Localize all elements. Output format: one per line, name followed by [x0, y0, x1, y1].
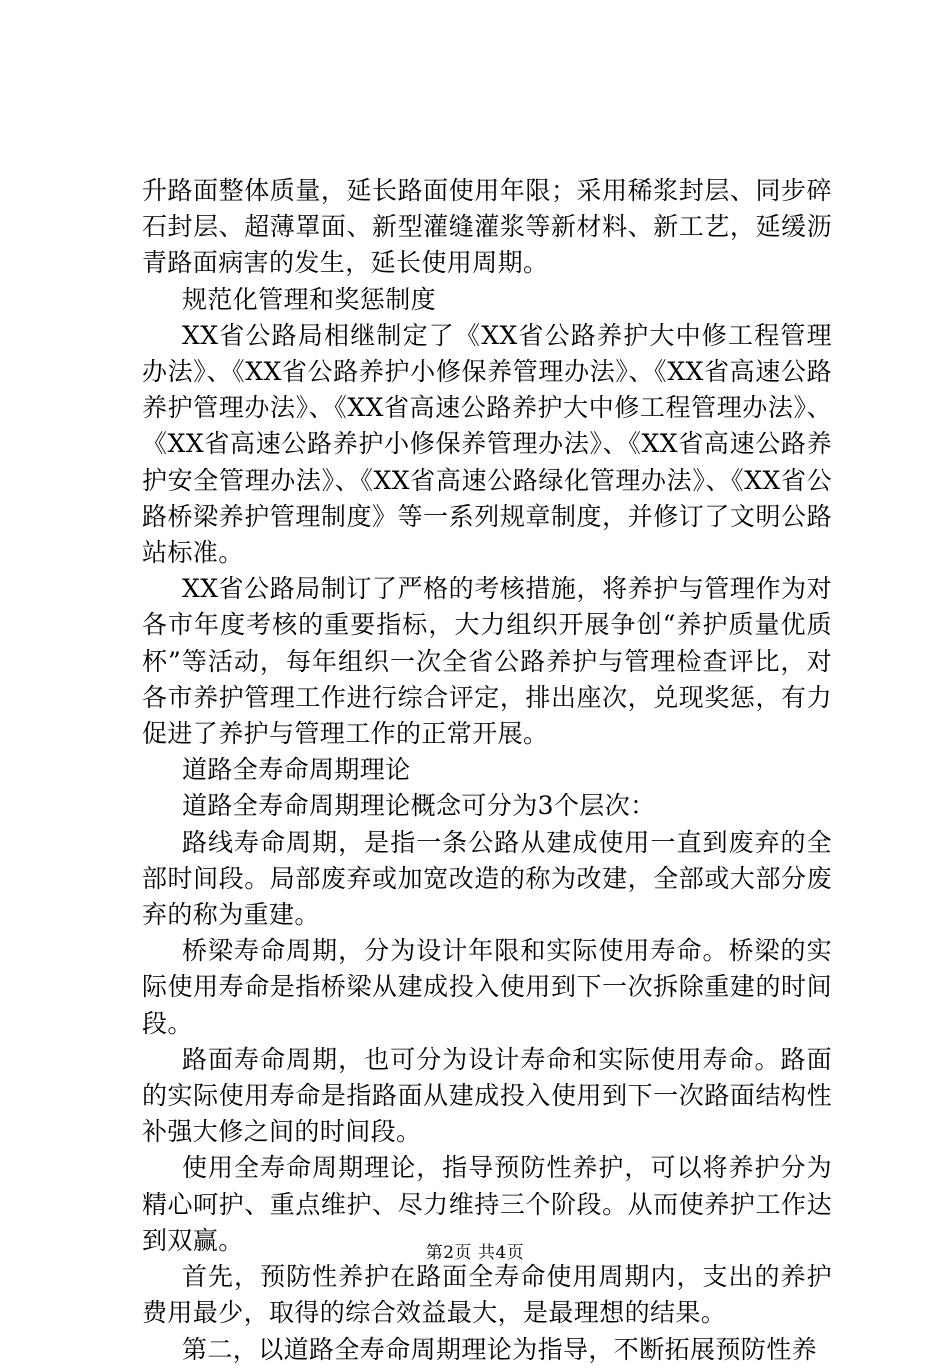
paragraph-lifecycle-levels: 道路全寿命周期理论概念可分为3个层次：	[182, 791, 656, 821]
paragraph-preventive-maintenance: 使用全寿命周期理论，指导预防性养护，可以将养护分为精心呵护、重点维护、尽力维持三个阶段。从而使养护工作达到双赢。	[142, 1153, 832, 1255]
paragraph-pavement-lifecycle: 路面寿命周期，也可分为设计寿命和实际使用寿命。路面的实际使用寿命是指路面从建成投入使用到下一次路面结构性补强大修之间的时间段。	[142, 1044, 832, 1147]
page-number-footer: 第2页 共4页	[425, 1243, 525, 1263]
paragraph-assessment: XX省公路局制订了严格的考核措施，将养护与管理作为对各市年度考核的重要指标，大力组织开展争创“养护质量优质杯”等活动，每年组织一次全省公路养护与管理检查评比，对各市养护管理工作进行综合评定，排出座次，兑现奖惩，有力促进了养护与管理工作的正常开展。	[142, 574, 832, 749]
paragraph-first-point: 首先，预防性养护在路面全寿命使用周期内，支出的养护费用最少，取得的综合效益最大，是最理想的结果。	[142, 1262, 832, 1328]
document-body	[142, 173, 832, 1368]
paragraph-bridge-lifecycle: 桥梁寿命周期，分为设计年限和实际使用寿命。桥梁的实际使用寿命是指桥梁从建成投入使用到下一次拆除重建的时间段。	[142, 936, 832, 1038]
paragraph-route-lifecycle: 路线寿命周期，是指一条公路从建成使用一直到废弃的全部时间段。局部废弃或加宽改造的称为改建，全部或大部分废弃的称为重建。	[142, 827, 832, 930]
paragraph-regulations: XX省公路局相继制定了《XX省公路养护大中修工程管理办法》、《XX省公路养护小修保养管理办法》、《XX省高速公路养护管理办法》、《XX省高速公路养护大中修工程管理办法》、《XX省高速公路养护小修保养管理办法》、《XX省高速公路养护安全管理办法》、《XX省高速公路绿化管理办法》、《XX省公路桥梁养护管理制度》等一系列规章制度，并修订了文明公路站标准。	[142, 320, 832, 568]
paragraph-continuation: 升路面整体质量，延长路面使用年限；采用稀浆封层、同步碎石封层、超薄罩面、新型灌缝灌浆等新材料、新工艺，延缓沥青路面病害的发生，延长使用周期。	[142, 176, 832, 278]
paragraph-second-point: 第二，以道路全寿命周期理论为指导，不断拓展预防性养	[182, 1334, 818, 1364]
section-heading-lifecycle: 道路全寿命周期理论	[182, 755, 411, 785]
section-heading-management: 规范化管理和奖惩制度	[182, 284, 437, 314]
